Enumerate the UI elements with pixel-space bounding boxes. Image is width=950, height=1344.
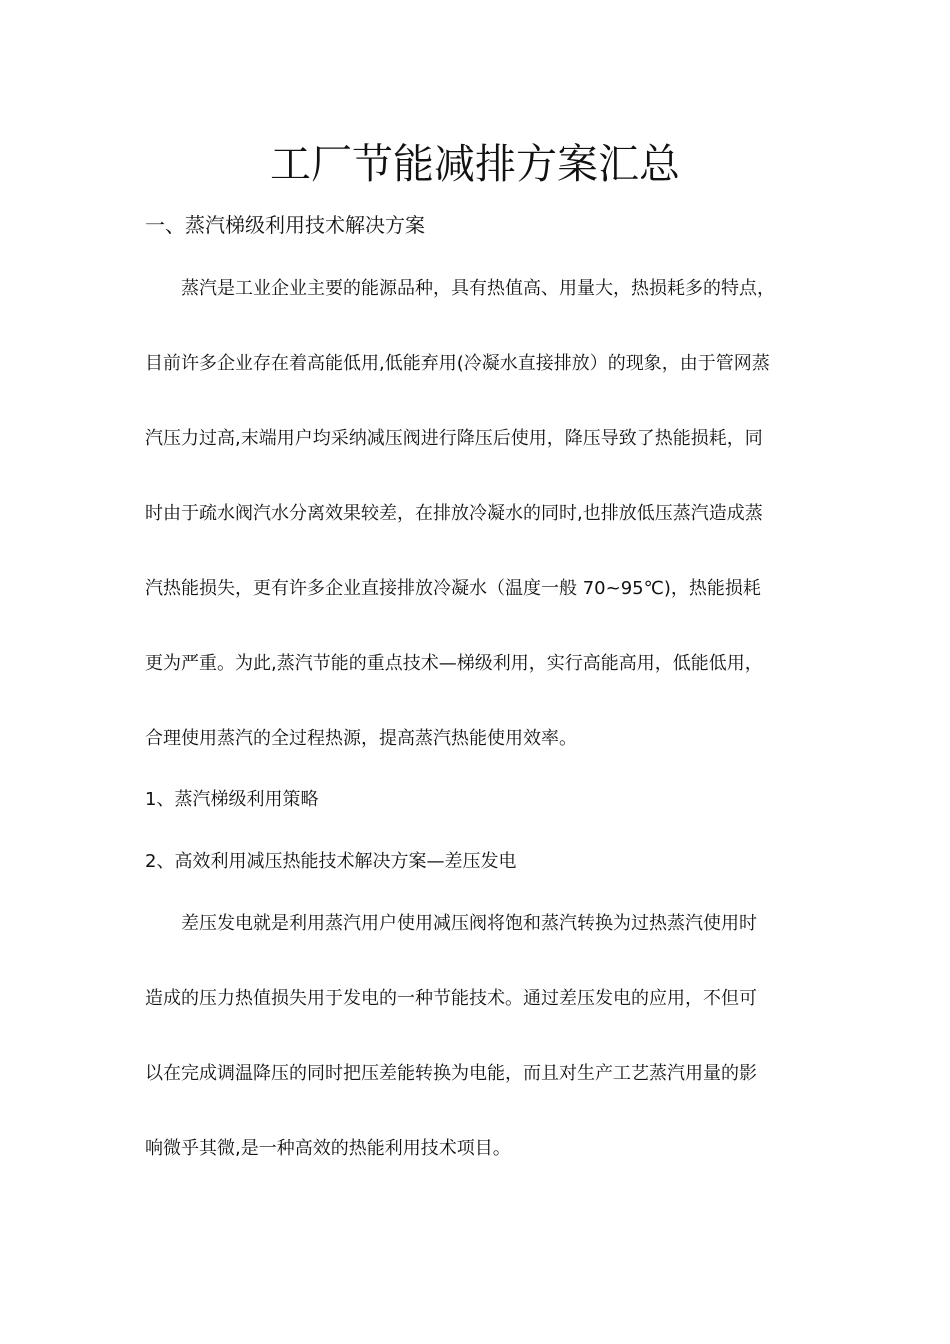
paragraph-line: 以在完成调温降压的同时把压差能转换为电能，而且对生产工艺蒸汽用量的影 xyxy=(145,1063,757,1084)
paragraph-line: 时由于疏水阀汽水分离效果较差，在排放冷凝水的同时,也排放低压蒸汽造成蒸 xyxy=(145,503,763,524)
paragraph-line: 蒸汽是工业企业主要的能源品种，具有热值高、用量大，热损耗多的特点， xyxy=(181,278,775,299)
paragraph-line: 差压发电就是利用蒸汽用户使用减压阀将饱和蒸汽转换为过热蒸汽使用时 xyxy=(181,913,757,934)
document-title: 工厂节能减排方案汇总 xyxy=(270,140,680,188)
paragraph-line: 汽压力过高,末端用户均采纳减压阀进行降压后使用，降压导致了热能损耗，同 xyxy=(145,428,763,449)
paragraph-line: 造成的压力热值损失用于发电的一种节能技术。通过差压发电的应用，不但可 xyxy=(145,988,757,1009)
list-item-differential-power: 2、高效利用减压热能技术解决方案—差压发电 xyxy=(145,851,517,872)
list-item-strategy: 1、蒸汽梯级利用策略 xyxy=(145,789,319,810)
paragraph-line: 更为严重。为此,蒸汽节能的重点技术—梯级利用，实行高能高用，低能低用， xyxy=(145,653,763,674)
differential-power-paragraph xyxy=(145,909,815,1209)
paragraph-line: 合理使用蒸汽的全过程热源，提高蒸汽热能使用效率。 xyxy=(145,728,577,749)
paragraph-line: 目前许多企业存在着高能低用,低能弃用(冷凝水直接排放）的现象，由于管网蒸 xyxy=(145,353,770,374)
intro-paragraph xyxy=(145,274,815,799)
paragraph-line: 响微乎其微,是一种高效的热能利用技术项目。 xyxy=(145,1138,511,1159)
section-heading: 一、蒸汽梯级利用技术解决方案 xyxy=(145,213,425,237)
paragraph-line: 汽热能损失，更有许多企业直接排放冷凝水（温度一般 70~95℃)，热能损耗 xyxy=(145,578,761,599)
